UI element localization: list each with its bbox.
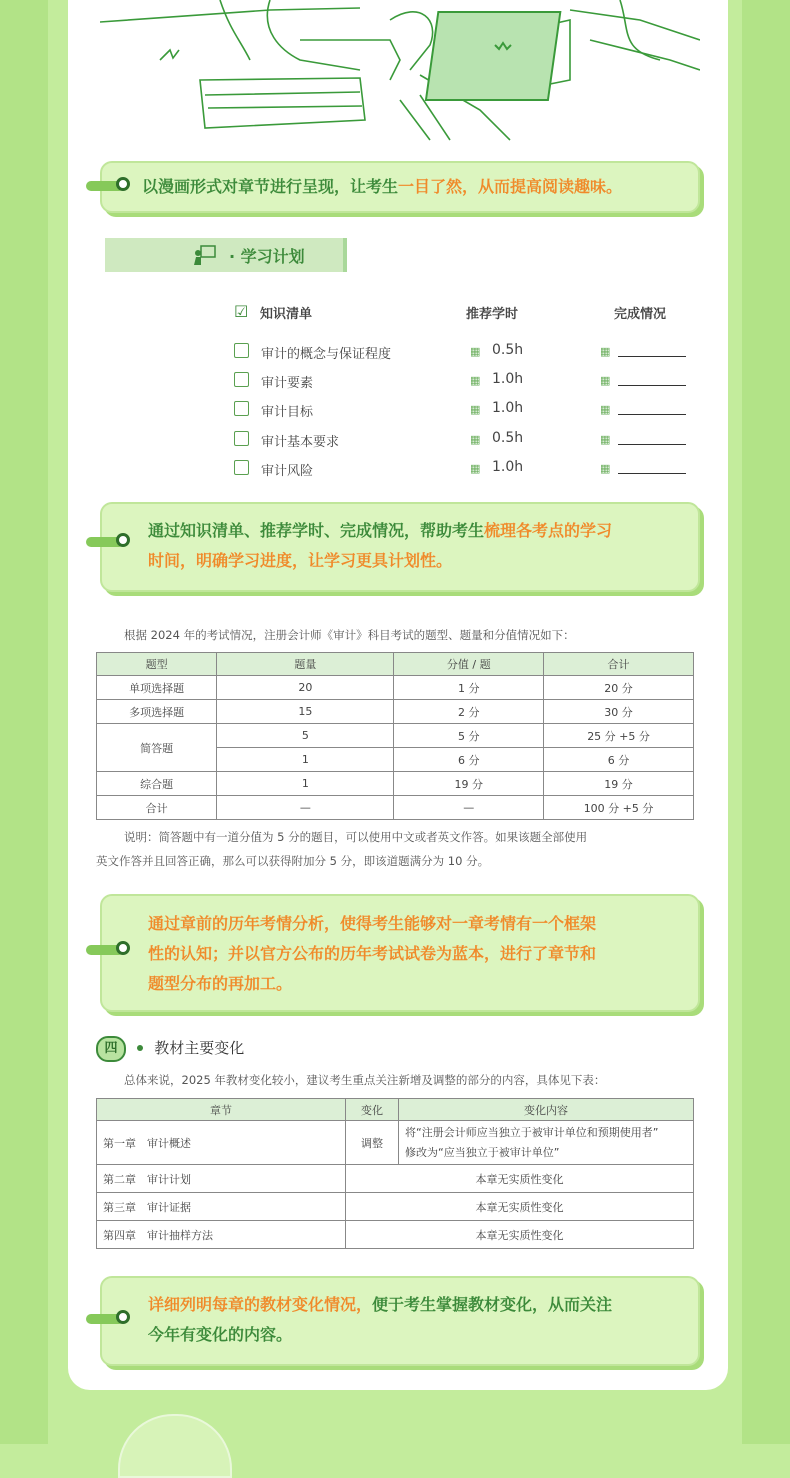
table-cell: 19 分 [394,772,544,796]
table-row [97,1121,694,1165]
table-cell: 单项选择题 [97,676,217,700]
plan-item-name: 审计风险 [261,464,314,479]
table-cell: 25 分 +5 分 [544,724,694,748]
table-cell: 综合题 [97,772,217,796]
callout-plan-text: 通过知识清单、推荐学时、完成情况，帮助考生 [148,521,485,540]
bottom-decoration [118,1414,232,1478]
plan-item-name: 审计的概念与保证程度 [261,347,392,362]
table-cell: 1 [217,772,394,796]
change-col-chapter: 章节 [97,1099,346,1121]
table-cell: 第三章 审计证据 [97,1193,346,1221]
exam-col-type: 题型 [97,653,217,676]
table-cell: 100 分 +5 分 [544,796,694,820]
table-row [97,796,694,820]
callout-exam-line-2a: 性的认知；并以官方公布的历年考试试卷为蓝本， [148,944,501,963]
table-row [97,724,694,748]
table-row [97,772,694,796]
calendar-icon: ▦ [600,433,611,446]
checkbox[interactable] [234,343,249,358]
callout-plan-highlight-1: 梳理各考点的学习 [484,521,613,540]
table-cell: 20 分 [544,676,694,700]
header-completion: 完成情况 [614,307,667,322]
section-4-title: 教材主要变化 [154,1039,245,1057]
teacher-board-icon [193,244,217,266]
plan-item-time: 0.5h [492,342,524,358]
calendar-icon: ▦ [470,462,481,475]
exam-note-2: 英文作答并且回答正确，那么可以获得附加分 5 分，即该道题满分为 10 分。 [96,854,490,868]
calendar-icon: ▦ [600,374,611,387]
callout-exam-line-3: 题型分布的再加工。 [148,974,293,993]
header-knowledge-list: 知识清单 [260,307,313,322]
table-cell: 19 分 [544,772,694,796]
table-cell: 本章无实质性变化 [346,1165,694,1193]
pin-icon [86,945,124,955]
pin-icon [86,1314,124,1324]
table-cell: 5 [217,724,394,748]
table-cell: 第一章 审计概述 [97,1121,346,1165]
table-cell: 2 分 [394,700,544,724]
table-cell: 合计 [97,796,217,820]
table-cell: 20 [217,676,394,700]
table-row [97,700,694,724]
table-cell [399,1121,694,1165]
bullet-dot-icon [137,1045,143,1051]
exam-col-count: 题量 [217,653,394,676]
plan-item [234,459,694,479]
change-content-line-2: 修改为“应当独立于被审计单位” [405,1145,560,1159]
section-title-study-plan: · 学习计划 [229,247,305,266]
callout-plan-highlight-2: 时间，明确学习进度，让学习更具计划性。 [148,551,453,570]
callout-changes-highlight: 详细列明每章的教材变化情况， [148,1295,373,1314]
checked-box-icon: ☑ [234,302,249,321]
callout-textbook-changes [100,1276,700,1366]
table-row [97,1193,694,1221]
table-cell: 5 分 [394,724,544,748]
callout-changes-text-2: 今年有变化的内容。 [148,1325,293,1344]
table-cell: 30 分 [544,700,694,724]
plan-item-time: 0.5h [492,430,524,446]
callout-exam-analysis [100,894,700,1012]
calendar-icon: ▦ [600,462,611,475]
table-row [97,1221,694,1249]
calendar-icon: ▦ [470,345,481,358]
callout-exam-line-2b: 进行了章节和 [500,944,597,963]
table-cell: 多项选择题 [97,700,217,724]
plan-item-name: 审计目标 [261,405,314,420]
exam-col-total: 合计 [544,653,694,676]
checkbox[interactable] [234,431,249,446]
calendar-icon: ▦ [470,374,481,387]
header-recommended-time: 推荐学时 [466,307,519,322]
exam-table [96,652,694,820]
table-cell: 6 分 [394,748,544,772]
table-cell: 6 分 [544,748,694,772]
exam-intro: 根据 2024 年的考试情况，注册会计师《审计》科目考试的题型、题量和分值情况如下： [124,628,575,642]
completion-blank[interactable] [618,385,686,386]
callout-comic-highlight: 一目了然，从而提高阅读趣味。 [398,177,623,196]
table-row [97,1165,694,1193]
completion-blank[interactable] [618,414,686,415]
right-stripe [742,0,790,1444]
left-stripe [0,0,48,1444]
section-4-heading [96,1036,244,1062]
section-tag-study-plan [105,238,347,272]
plan-header-row [234,302,714,322]
plan-item [234,371,694,391]
table-row [97,676,694,700]
table-cell: 1 [217,748,394,772]
calendar-icon: ▦ [470,433,481,446]
table-cell: 第二章 审计计划 [97,1165,346,1193]
table-cell: — [217,796,394,820]
comic-illustration [100,0,700,145]
table-cell: 本章无实质性变化 [346,1193,694,1221]
completion-blank[interactable] [618,444,686,445]
change-col-content: 变化内容 [399,1099,694,1121]
exam-note-1: 说明：简答题中有一道分值为 5 分的题目，可以使用中文或者英文作答。如果该题全部使用 [124,830,588,844]
plan-item [234,430,694,450]
plan-item [234,342,694,362]
checkbox[interactable] [234,401,249,416]
table-cell: 15 [217,700,394,724]
callout-study-plan [100,502,700,592]
callout-exam-line-1: 通过章前的历年考情分析，使得考生能够对一章考情有一个框架 [148,914,597,933]
table-cell: 调整 [346,1121,399,1165]
completion-blank[interactable] [618,356,686,357]
callout-comic-text: 以漫画形式对章节进行呈现，让考生 [142,177,399,196]
plan-item-name: 审计基本要求 [261,435,340,450]
plan-item-name: 审计要素 [261,376,314,391]
plan-item-time: 1.0h [492,371,524,387]
table-cell: 第四章 审计抽样方法 [97,1221,346,1249]
section-4-intro: 总体来说，2025 年教材变化较小，建议考生重点关注新增及调整的部分的内容，具体见下表： [124,1073,606,1087]
callout-comic [100,161,700,213]
change-content-line-1: 将“注册会计师应当独立于被审计单位和预期使用者” [405,1125,659,1139]
callout-changes-text-1: 便于考生掌握教材变化，从而关注 [372,1295,613,1314]
plan-item-time: 1.0h [492,459,524,475]
calendar-icon: ▦ [600,345,611,358]
calendar-icon: ▦ [600,403,611,416]
plan-item [234,400,694,420]
checkbox[interactable] [234,372,249,387]
table-cell: 1 分 [394,676,544,700]
table-cell: 简答题 [97,724,217,772]
completion-blank[interactable] [618,473,686,474]
pin-icon [86,181,124,191]
plan-item-time: 1.0h [492,400,524,416]
checkbox[interactable] [234,460,249,475]
change-col-change: 变化 [346,1099,399,1121]
table-cell: 本章无实质性变化 [346,1221,694,1249]
calendar-icon: ▦ [470,403,481,416]
table-cell: — [394,796,544,820]
change-table [96,1098,694,1249]
pin-icon [86,537,124,547]
exam-col-score: 分值 / 题 [394,653,544,676]
section-number-badge: 四 [96,1036,126,1062]
